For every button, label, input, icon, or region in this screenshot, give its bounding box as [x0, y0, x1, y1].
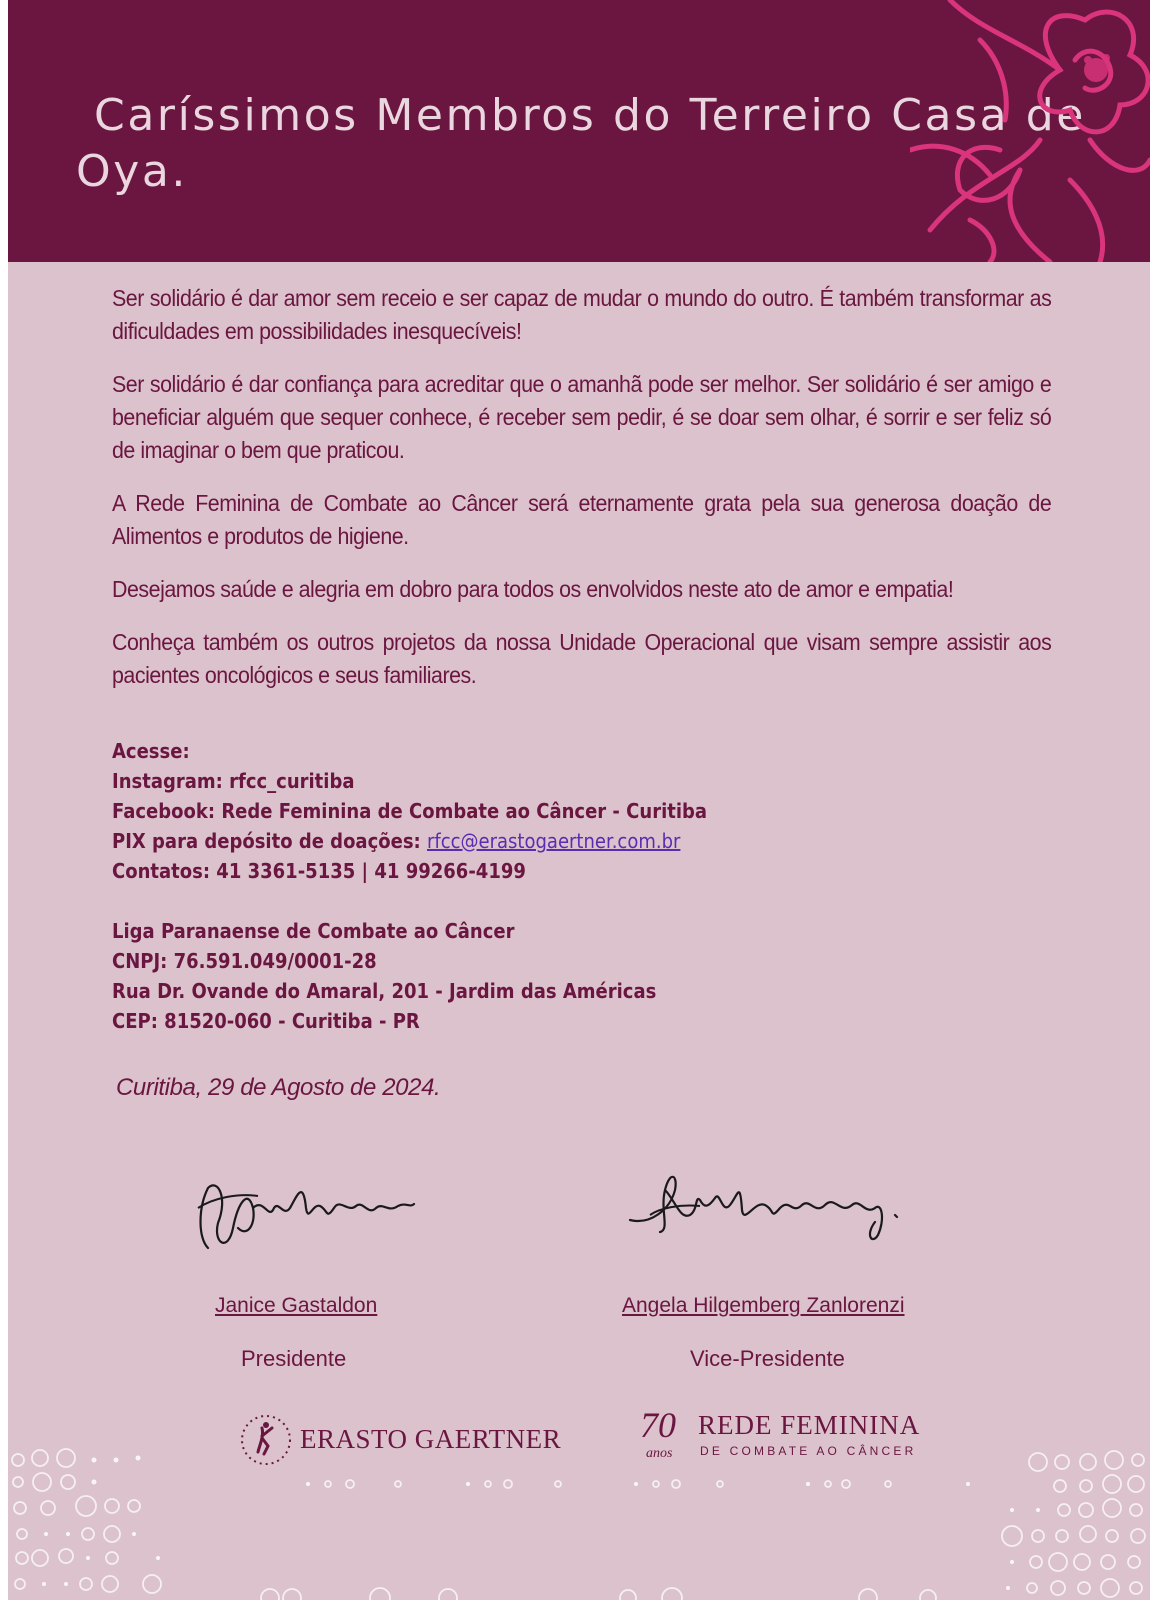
- body-paragraph: Ser solidário é dar amor sem receio e ser capaz de mudar o mundo do outro. É também transformar as dificuldades em possibilidades inesquecíveis!: [112, 285, 1052, 344]
- body-paragraph: A Rede Feminina de Combate ao Câncer será eternamente grata pela sua generosa doação de Alimentos e produtos de higiene.: [112, 490, 1052, 549]
- dots-decoration-icon: [8, 1440, 1150, 1600]
- facebook-line: Facebook: Rede Feminina de Combate ao Câncer - Curitiba: [112, 799, 708, 823]
- signature-angela-image: [620, 1160, 920, 1260]
- org-cep: CEP: 81520-060 - Curitiba - PR: [112, 1009, 420, 1033]
- letter-date: Curitiba, 29 de Agosto de 2024.: [116, 1074, 441, 1101]
- org-cnpj: CNPJ: 76.591.049/0001-28: [112, 949, 377, 973]
- signer-role-janice: Presidente: [241, 1346, 347, 1371]
- pix-line: [112, 826, 742, 856]
- rede-logo-anos: anos: [646, 1446, 673, 1461]
- pix-email-link[interactable]: rfcc@erastogaertner.com.br: [427, 829, 681, 853]
- body-paragraph: Conheça também os outros projetos da nossa Unidade Operacional que visam sempre assistir aos pacientes oncológicos e seus familiares.: [112, 629, 1052, 688]
- contacts-line: Contatos: 41 3361-5135 | 41 99266-4199: [112, 859, 526, 883]
- letter-body: [112, 282, 1052, 712]
- instagram-line: Instagram: rfcc_curitiba: [112, 769, 355, 793]
- page-title: Caríssimos Membros do Terreiro Casa de Oya.: [76, 90, 1103, 197]
- contact-info: [112, 736, 742, 1036]
- pix-label: PIX para depósito de doações:: [112, 829, 427, 853]
- header-banner: [8, 0, 1150, 262]
- rede-logo-subtitle: DE COMBATE AO CÂNCER: [700, 1444, 917, 1458]
- org-address: Rua Dr. Ovande do Amaral, 201 - Jardim das Américas: [112, 979, 657, 1003]
- body-paragraph: Ser solidário é dar confiança para acreditar que o amanhã pode ser melhor. Ser solidário é ser amigo e beneficiar alguém que sequer conhece, é receber sem pedir, é se doar sem olhar, é sorrir e ser feliz só de imaginar o bem que praticou.: [112, 371, 1052, 463]
- flower-decoration-icon: [910, 0, 1150, 262]
- signer-name-angela: Angela Hilgemberg Zanlorenzi: [622, 1294, 905, 1317]
- rede-logo-number: 70: [640, 1405, 676, 1445]
- letter-page: [8, 0, 1150, 1600]
- signature-janice-image: [178, 1168, 428, 1258]
- org-name: Liga Paranaense de Combate ao Câncer: [112, 919, 515, 943]
- body-paragraph: Desejamos saúde e alegria em dobro para todos os envolvidos neste ato de amor e empatia!: [112, 576, 954, 602]
- erasto-logo-text: ERASTO GAERTNER: [300, 1424, 562, 1454]
- signer-name-janice: Janice Gastaldon: [215, 1294, 378, 1317]
- access-label: Acesse:: [112, 739, 190, 763]
- rede-logo-title: REDE FEMININA: [698, 1410, 921, 1440]
- signer-role-angela: Vice-Presidente: [690, 1346, 845, 1371]
